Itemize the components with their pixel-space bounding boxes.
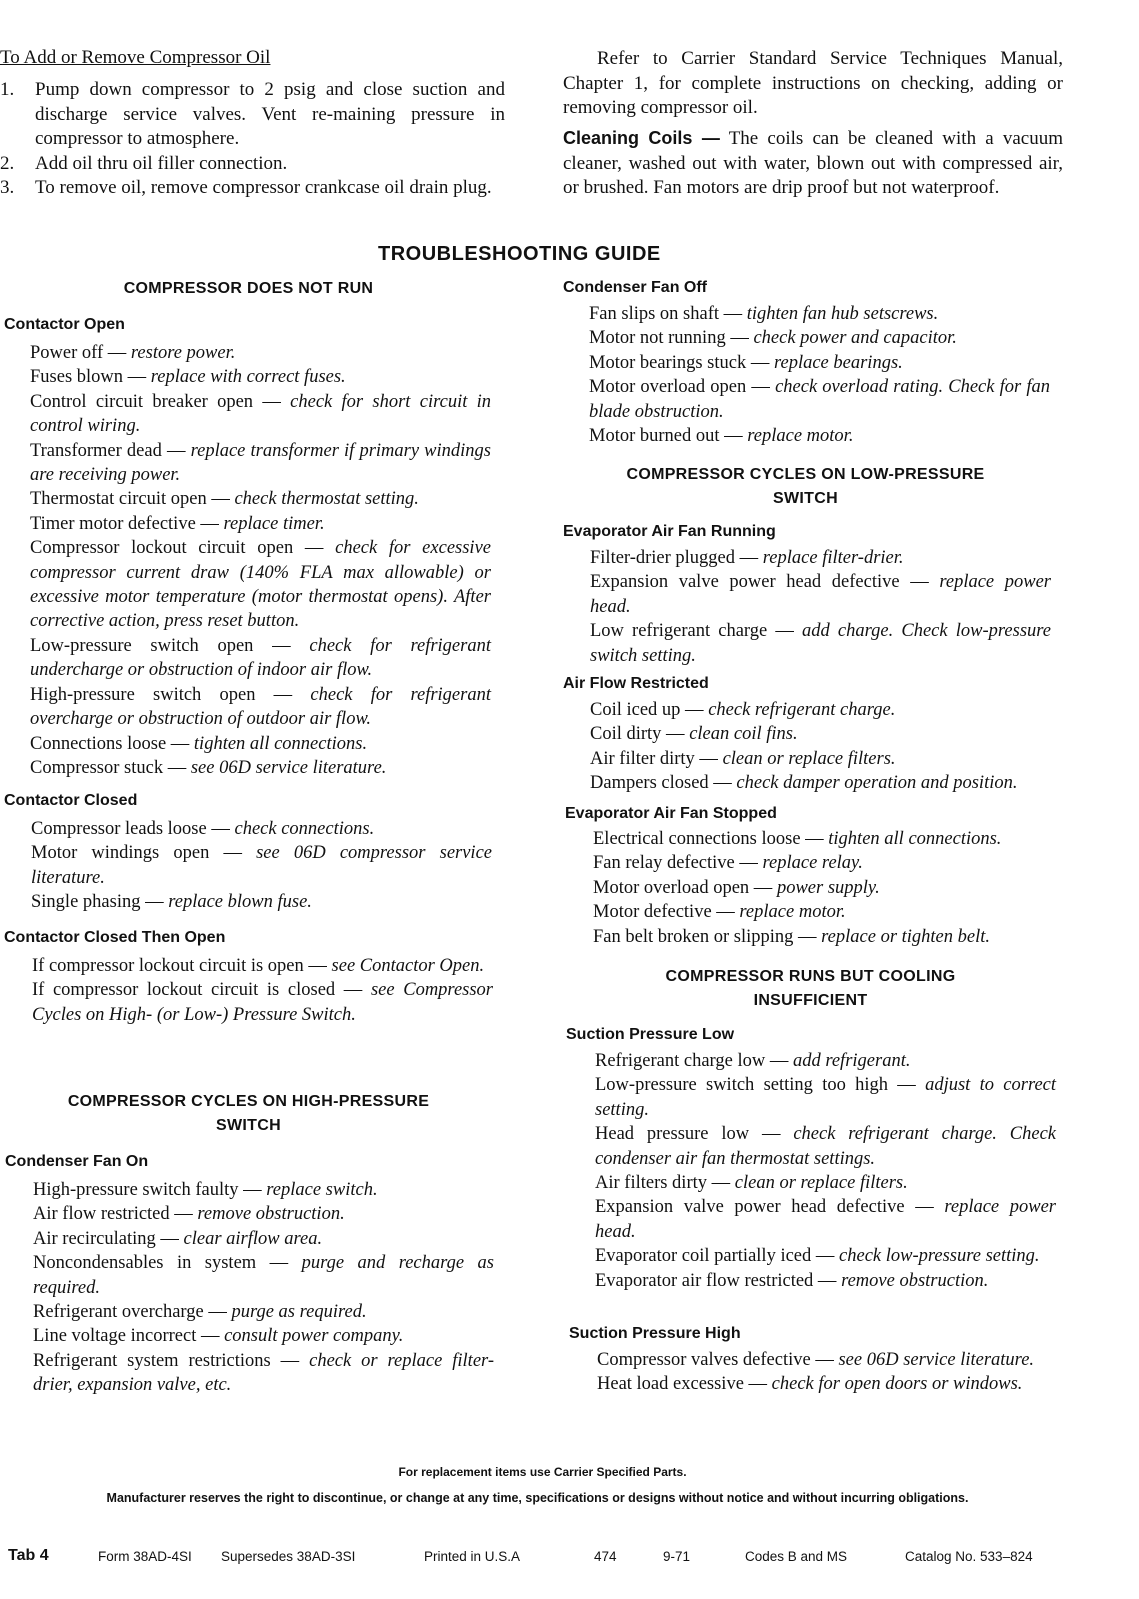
cause: Motor windings open — [31,843,242,864]
remedy: replace switch. [266,1180,378,1200]
list-item [33,1178,494,1202]
remedy: check for short circuit in control wiring. [30,391,492,437]
remedy: replace timer. [223,513,325,534]
section-title-cooling-insufficient [563,965,1058,1013]
cause: Fan slips on shaft — [589,304,743,324]
list-item [595,1269,1056,1293]
list-item [590,570,1051,619]
remedy: remove obstruction. [197,1204,345,1225]
cause: Line voltage incorrect — [33,1326,220,1347]
subhead-condenser-fan-off: Condenser Fan Off [563,279,708,296]
cause: If compressor lockout circuit is closed — [32,980,363,1001]
remedy: clean coil fins. [689,724,798,745]
cause: Head pressure low — [595,1124,781,1145]
condenser-fan-on-items [33,1178,494,1398]
footer-form-number: Form 38AD-4SI [98,1549,192,1564]
list-item [589,424,1050,448]
cause: Electrical connections loose — [593,829,824,849]
remedy: check for refrigerant undercharge or obstruction of indoor air flow. [30,635,491,681]
subhead-closed-then-open: Contactor Closed Then Open [4,929,226,946]
list-item [595,1049,1056,1073]
list-item [590,722,1051,746]
cause: Timer motor defective — [30,513,219,534]
list-item [30,341,491,365]
cause: Compressor stuck — [30,757,187,778]
closed-then-open-items [32,954,493,1027]
subhead-suction-pressure-high: Suction Pressure High [569,1325,741,1342]
list-item [33,1227,494,1251]
list-item [30,756,491,780]
list-item [31,890,492,914]
remedy: replace or tighten belt. [821,926,991,947]
list-item [30,390,491,439]
section-title-does-not-run: COMPRESSOR DOES NOT RUN [123,280,374,297]
remedy: replace motor. [747,426,854,447]
cause: Motor burned out — [589,426,743,447]
cause: Heat load excessive — [597,1374,768,1395]
list-item [590,747,1051,771]
cause: Low refrigerant charge — [590,621,794,642]
remedy: check damper operation and position. [736,773,1018,794]
list-item [595,1122,1056,1171]
step-number: 2. [0,152,15,174]
remedy: clear airflow area. [183,1228,323,1249]
remedy: see 06D service literature. [190,757,387,778]
list-item [590,619,1051,668]
remedy: check low-pressure setting. [839,1246,1040,1267]
cause: Low-pressure switch open — [30,635,291,656]
footer-codes: Codes B and MS [745,1549,848,1564]
cause: Refrigerant system restrictions — [33,1350,300,1371]
subhead-contactor-closed: Contactor Closed [4,792,138,809]
remedy: replace motor. [739,902,846,923]
remedy: see 06D service literature. [838,1350,1035,1370]
list-item [595,1244,1056,1268]
remedy: add refrigerant. [792,1051,911,1071]
list-item [597,1372,1060,1396]
list-item [597,1348,1060,1372]
cause: Low-pressure switch setting too high — [595,1075,916,1096]
cause: Refrigerant overcharge — [33,1302,227,1323]
list-item [30,536,491,634]
remedy: see Compressor Cycles on High- (or Low-) Pressure Switch. [32,980,494,1025]
cause: Connections loose — [30,733,190,754]
cause: Motor overload open — [593,877,773,898]
remedy: tighten all connections. [828,829,1002,849]
remedy: check for excessive compressor current draw (140% FLA max allowable) or excessive motor temperature (motor thermostat opens). After corrective action, press reset button. [30,538,491,632]
cause: Filter-drier plugged — [590,548,759,568]
cause: Single phasing — [31,892,164,913]
footer-code-date: 9-71 [663,1549,691,1564]
remedy: check refrigerant charge. Check condenser air fan thermostat settings. [595,1124,1056,1169]
cause: Fan belt broken or slipping — [593,926,817,947]
section-title-line: COMPRESSOR CYCLES ON LOW-PRESSURE [626,466,985,483]
oil-steps-list [0,78,505,201]
list-item [590,698,1051,722]
list-item [593,925,1054,949]
remedy: check refrigerant charge. [708,700,896,720]
remedy: power supply. [776,877,880,898]
section-title-high-pressure [0,1090,497,1138]
list-item [33,1300,494,1324]
subhead-evap-fan-stopped: Evaporator Air Fan Stopped [565,805,777,822]
remedy: replace with correct fuses. [150,367,346,388]
list-item [30,365,491,389]
cause: Evaporator air flow restricted — [595,1270,837,1291]
oil-step [0,152,505,177]
cause: Compressor valves defective — [597,1350,834,1370]
cause: Motor defective — [593,902,735,923]
remedy: purge and recharge as required. [33,1253,495,1298]
list-item [593,851,1054,875]
cleaning-coils-lead: Cleaning Coils — [563,128,720,148]
list-item [593,900,1054,924]
section-title-line: SWITCH [216,1117,281,1134]
remedy: check thermostat setting. [234,489,419,510]
cause: Motor not running — [589,328,749,349]
remedy: check for open doors or windows. [771,1374,1023,1395]
step-number: 3. [0,177,15,198]
list-item [589,326,1050,350]
cause: Power off — [30,343,127,363]
list-item [33,1251,494,1300]
section-title-line: SWITCH [773,490,838,507]
remedy: see 06D compressor service literature. [31,843,492,888]
list-item [30,732,491,756]
cause: Dampers closed — [590,773,732,794]
section-title-line: INSUFFICIENT [753,992,868,1009]
footer-disclaimer: Manufacturer reserves the right to discontinue, or change at any time, specifications or designs without notice and without incurring obligations. [106,1491,969,1505]
list-item [30,487,491,511]
list-item [595,1073,1056,1122]
oil-step [0,176,505,201]
subhead-condenser-fan-on: Condenser Fan On [5,1153,149,1170]
remedy: see Contactor Open. [331,956,485,976]
remedy: replace power head. [590,572,1052,617]
list-item [589,375,1050,424]
cause: Noncondensables in system — [33,1253,289,1274]
suction-pressure-low-items [595,1049,1056,1293]
step-number: 1. [0,79,15,100]
footer-catalog-number: Catalog No. 533–824 [905,1549,1033,1564]
list-item [589,302,1050,326]
cause: Fuses blown — [30,367,147,388]
subhead-suction-pressure-low: Suction Pressure Low [566,1026,735,1043]
footer-replacement-note: For replacement items use Carrier Specified Parts. [398,1465,687,1479]
cause: Coil dirty — [590,724,685,745]
remedy: check overload rating. Check for fan blade obstruction. [589,377,1050,422]
list-item [31,841,492,890]
remedy: consult power company. [224,1326,404,1347]
remedy: clean or replace filters. [722,748,896,769]
remedy: check connections. [234,819,375,839]
cleaning-coils-text: The coils can be cleaned with a vacuum cleaner, washed out with water, blown out with compressed air, or brushed. Fan motors are drip proof but not waterproof. [563,128,1063,198]
list-item [593,827,1054,851]
remedy: replace filter-drier. [762,548,904,568]
contactor-open-items [30,341,491,780]
list-item [595,1195,1056,1244]
remedy: tighten fan hub setscrews. [746,304,939,324]
cause: Air filters dirty — [595,1173,731,1194]
oil-section-title: To Add or Remove Compressor Oil [0,47,271,68]
list-item [590,546,1051,570]
step-text: Add oil thru oil filler connection. [35,152,288,174]
list-item [32,978,493,1027]
cleaning-coils-paragraph [563,126,1063,201]
remedy: purge as required. [231,1302,367,1323]
cause: Evaporator coil partially iced — [595,1246,835,1267]
troubleshooting-guide-title: TROUBLESHOOTING GUIDE [378,243,661,265]
list-item [30,512,491,536]
cause: Transformer dead — [30,440,186,461]
section-title-low-pressure [563,463,1048,511]
condenser-fan-off-items [589,302,1050,448]
cause: Air recirculating — [33,1228,179,1249]
cause: Expansion valve power head defective — [590,572,929,593]
remedy: remove obstruction. [841,1270,989,1291]
remedy: replace bearings. [773,352,903,373]
list-item [30,439,491,488]
cause: High-pressure switch faulty — [33,1180,262,1200]
list-item [33,1202,494,1226]
evap-fan-running-items [590,546,1051,668]
contactor-closed-items [31,817,492,915]
cause: If compressor lockout circuit is open — [32,956,327,976]
cause: Motor overload open — [589,377,770,398]
cause: Coil iced up — [590,700,704,720]
cause: Refrigerant charge low — [595,1051,789,1071]
list-item [589,351,1050,375]
list-item [30,683,491,732]
cause: Thermostat circuit open — [30,489,230,510]
step-text: Pump down compressor to 2 psig and close suction and discharge service valves. Vent re-maining pressure in compressor to atmosphere. [35,79,505,149]
step-text: To remove oil, remove compressor crankcase oil drain plug. [35,177,492,198]
section-title-line: COMPRESSOR RUNS BUT COOLING [665,968,956,985]
remedy: replace relay. [762,853,863,874]
list-item [33,1324,494,1348]
remedy: replace power head. [595,1197,1057,1242]
remedy: restore power. [130,343,236,363]
cause: Air flow restricted — [33,1204,193,1225]
cause: Air filter dirty — [590,748,718,769]
remedy: adjust to correct setting. [595,1075,1057,1120]
oil-step [0,78,505,152]
cause: Compressor leads loose — [31,819,230,839]
cause: Fan relay defective — [593,853,758,874]
list-item [595,1171,1056,1195]
footer-printed-in: Printed in U.S.A [424,1549,521,1564]
footer-code-474: 474 [594,1549,617,1564]
remedy: check or replace filter-drier, expansion valve, etc. [33,1350,495,1396]
service-manual-reference: Refer to Carrier Standard Service Techniques Manual, Chapter 1, for complete instructions on checking, adding or removing compressor oil. [563,48,1063,118]
suction-pressure-high-items [597,1348,1060,1397]
cause: High-pressure switch open — [30,684,293,705]
list-item [30,634,491,683]
subhead-evap-fan-running: Evaporator Air Fan Running [563,523,776,540]
footer-tab-label: Tab 4 [8,1547,49,1564]
list-item [33,1349,494,1398]
remedy: replace transformer if primary windings are receiving power. [30,440,491,486]
cause: Motor bearings stuck — [589,352,770,373]
remedy: check power and capacitor. [753,328,957,349]
remedy: add charge. Check low-pressure switch setting. [590,621,1051,666]
section-title-line: COMPRESSOR CYCLES ON HIGH-PRESSURE [67,1093,430,1110]
list-item [32,954,493,978]
subhead-air-flow-restricted: Air Flow Restricted [563,675,709,692]
remedy: tighten all connections. [193,733,368,754]
list-item [31,817,492,841]
list-item [590,771,1051,795]
cause: Expansion valve power head defective — [595,1197,934,1218]
remedy: check for refrigerant overcharge or obstruction of outdoor air flow. [30,684,491,730]
air-flow-restricted-items [590,698,1051,796]
list-item [593,876,1054,900]
evap-fan-stopped-items [593,827,1054,949]
cause: Control circuit breaker open — [30,391,281,412]
remedy: replace blown fuse. [168,892,312,913]
cause: Compressor lockout circuit open — [30,538,324,559]
subhead-contactor-open: Contactor Open [4,316,125,333]
footer-supersedes: Supersedes 38AD-3SI [221,1549,356,1564]
remedy: clean or replace filters. [734,1173,908,1194]
